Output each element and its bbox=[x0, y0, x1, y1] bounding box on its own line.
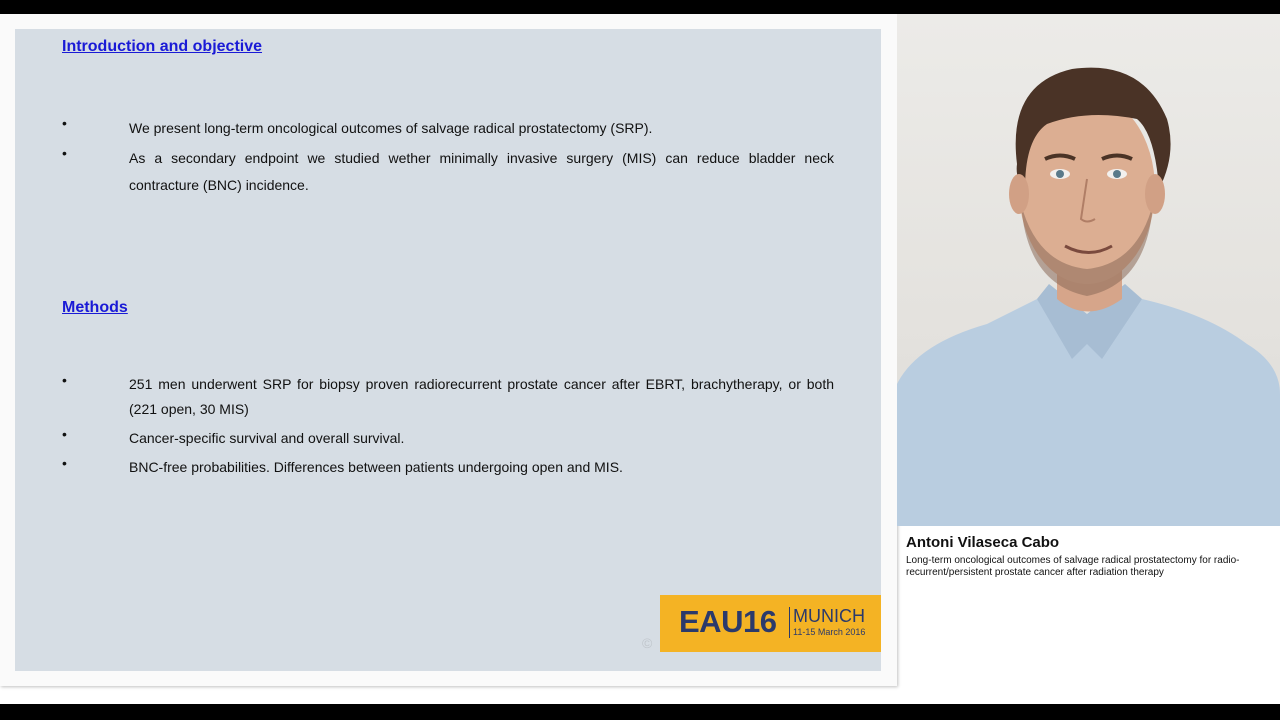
bullet-text: 251 men underwent SRP for biopsy proven radiorecurrent prostate cancer after EBRT, brachytherapy, or both (221 open, 30 MIS) bbox=[129, 376, 834, 417]
bullet-icon: • bbox=[62, 455, 67, 471]
presentation-slide bbox=[15, 29, 881, 671]
copyright-icon: © bbox=[642, 635, 653, 651]
bullet-icon: • bbox=[62, 372, 67, 388]
bullet-text: BNC-free probabilities. Differences between patients undergoing open and MIS. bbox=[129, 459, 623, 475]
bullet-text: Cancer-specific survival and overall survival. bbox=[129, 430, 405, 446]
bullet-text: As a secondary endpoint we studied wether minimally invasive surgery (MIS) can reduce bladder neck contracture (BNC) incidence. bbox=[129, 150, 834, 193]
letterbox-bottom bbox=[0, 704, 1280, 720]
logo-dates: 11-15 March 2016 bbox=[793, 627, 866, 637]
methods-heading: Methods bbox=[62, 299, 128, 316]
talk-title: Long-term oncological outcomes of salvage radical prostatectomy for radio-recurrent/persistent prostate cancer after radiation therapy bbox=[906, 555, 1240, 578]
speaker-portrait-illustration bbox=[897, 14, 1280, 526]
logo-city: MUNICH bbox=[793, 606, 865, 626]
logo-divider bbox=[789, 607, 790, 638]
speaker-name: Antoni Vilaseca Cabo bbox=[906, 534, 1060, 551]
letterbox-top bbox=[0, 0, 1280, 14]
eau16-logo bbox=[660, 595, 881, 652]
bullet-icon: • bbox=[62, 115, 67, 131]
speaker-video bbox=[897, 14, 1280, 526]
bullet-icon: • bbox=[62, 426, 67, 442]
speaker-caption bbox=[906, 534, 1274, 579]
intro-heading: Introduction and objective bbox=[62, 38, 263, 55]
bullet-text: We present long-term oncological outcomes of salvage radical prostatectomy (SRP). bbox=[129, 120, 653, 136]
logo-brand: EAU16 bbox=[679, 604, 777, 639]
bullet-icon: • bbox=[62, 145, 67, 161]
